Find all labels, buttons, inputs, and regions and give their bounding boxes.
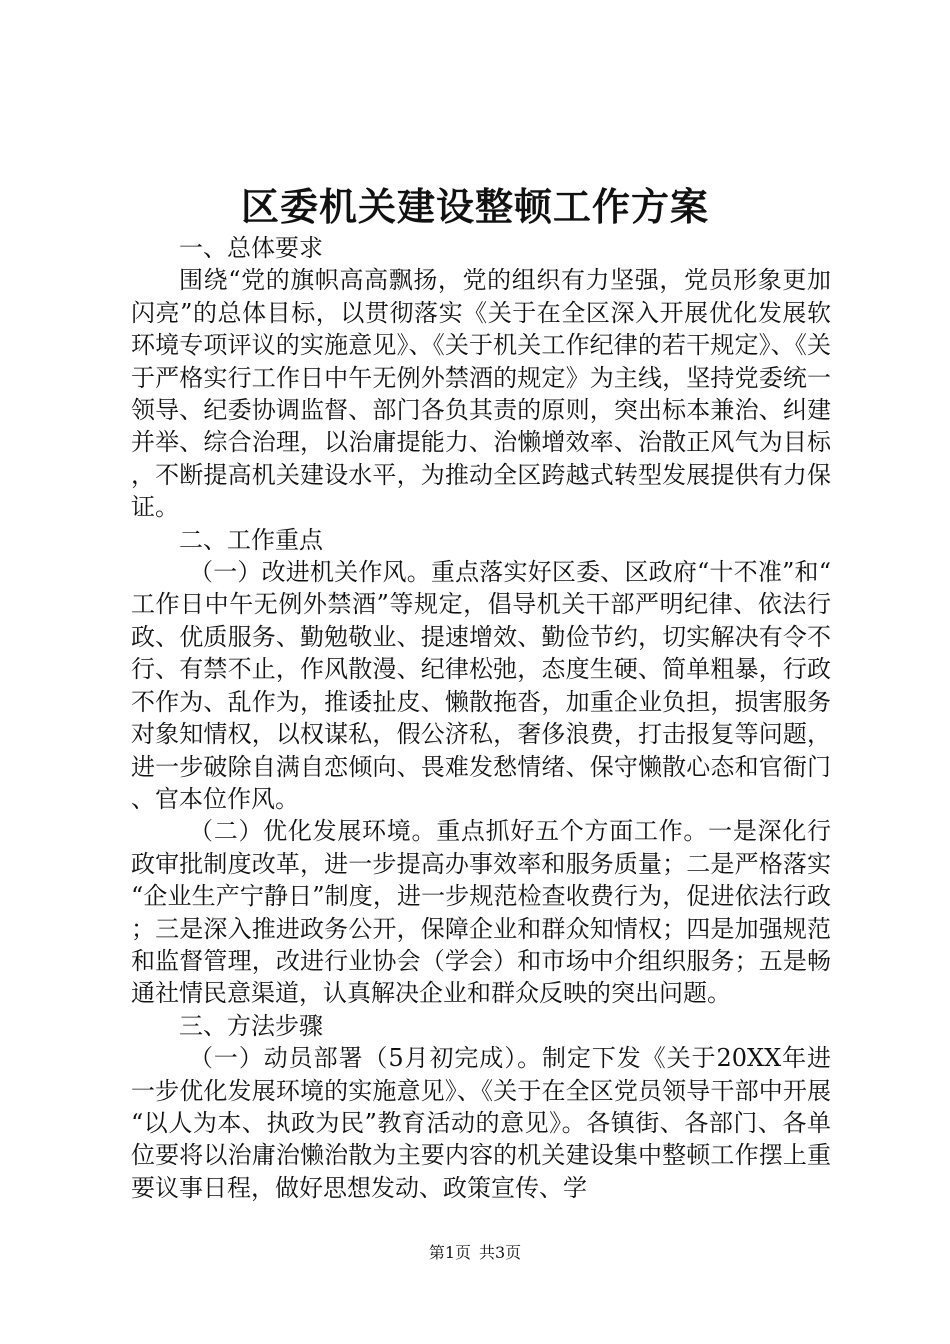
document-title: 区委机关建设整顿工作方案 bbox=[240, 184, 709, 229]
section-methods-steps bbox=[131, 1010, 831, 1204]
document-body bbox=[131, 232, 831, 1204]
paragraph: （二）优化发展环境。重点抓好五个方面工作。一是深化行政审批制度改革，进一步提高办事效率和服务质量；二是严格落实“企业生产宁静日”制度，进一步规范检查收费行为，促进依法行政；三是深入推进政务公开，保障企业和群众知情权；四是加强规范和监督管理，改进行业协会（学会）和市场中介组织服务；五是畅通社情民意渠道，认真解决企业和群众反映的突出问题。 bbox=[131, 817, 831, 1008]
paragraph: （一）动员部署（5月初完成）。制定下发《关于20XX年进一步优化发展环境的实施意见》、《关于在全区党员领导干部中开展“以人为本、执政为民”教育活动的意见》。各镇街、各部门、各单位要将以治庸治懒治散为主要内容的机关建设集中整顿工作摆上重要议事日程，做好思想发动、政策宣传、学 bbox=[131, 1044, 831, 1202]
page-footer bbox=[0, 1242, 950, 1264]
section-heading: 一、总体要求 bbox=[179, 234, 323, 262]
page-total: 共3页 bbox=[479, 1243, 522, 1262]
paragraph: 围绕“党的旗帜高高飘扬，党的组织有力坚强，党员形象更加闪亮”的总体目标，以贯彻落实《关于在全区深入开展优化发展软环境专项评议的实施意见》、《关于机关工作纪律的若干规定》、《关于严格实行工作日中午无例外禁酒的规定》为主线，坚持党委统一领导、纪委协调监督、部门各负其责的原则，突出标本兼治、纠建并举、综合治理，以治庸提能力、治懒增效率、治散正风气为目标，不断提高机关建设水平，为推动全区跨越式转型发展提供有力保证。 bbox=[131, 266, 831, 522]
section-work-focus bbox=[131, 524, 831, 1010]
section-overall-requirements bbox=[131, 232, 831, 524]
paragraph: （一）改进机关作风。重点落实好区委、区政府“十不准”和“工作日中午无例外禁酒”等规定，倡导机关干部严明纪律、依法行政、优质服务、勤勉敬业、提速增效、勤俭节约，切实解决有令不行、有禁不止，作风散漫、纪律松弛，态度生硬、简单粗暴，行政不作为、乱作为，推诿扯皮、懒散拖沓，加重企业负担，损害服务对象知情权，以权谋私，假公济私，奢侈浪费，打击报复等问题，进一步破除自满自恋倾向、畏难发愁情绪、保守懒散心态和官衙门、官本位作风。 bbox=[131, 558, 831, 813]
page-number: 第1页 bbox=[428, 1243, 471, 1262]
section-heading: 二、工作重点 bbox=[179, 525, 323, 554]
section-heading: 三、方法步骤 bbox=[179, 1011, 323, 1040]
